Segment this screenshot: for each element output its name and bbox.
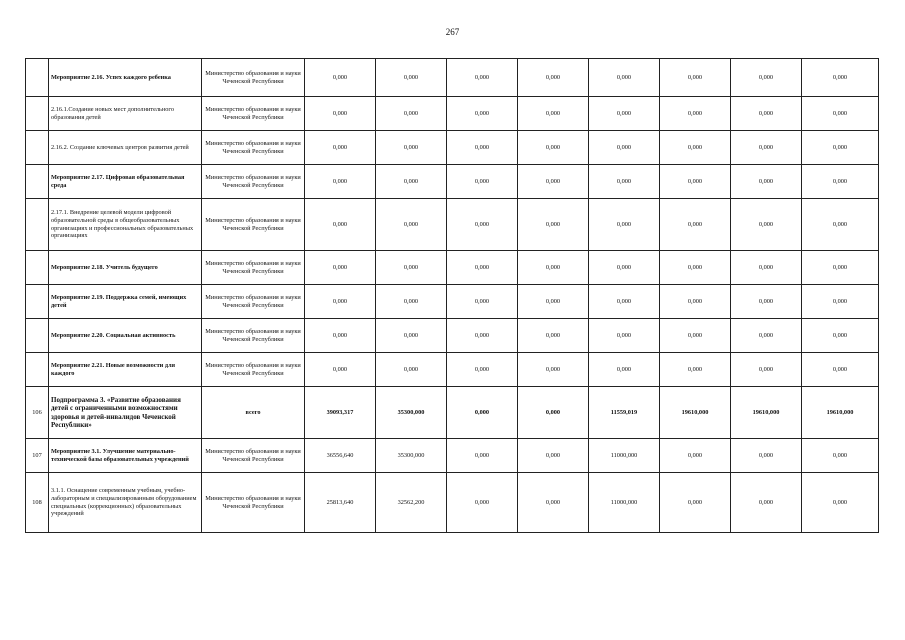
funding-value: 0,000 bbox=[660, 251, 731, 285]
funding-value: 0,000 bbox=[589, 319, 660, 353]
funding-value: 0,000 bbox=[731, 97, 802, 131]
executor: Министерство образования и науки Чеченской Республики bbox=[202, 199, 305, 251]
activity-name: Подпрограмма 3. «Развитие образования детей с ограниченными возможностями здоровья и детей-инвалидов Чеченской Республики» bbox=[49, 387, 202, 439]
funding-value: 0,000 bbox=[447, 353, 518, 387]
funding-value: 0,000 bbox=[518, 165, 589, 199]
funding-value: 0,000 bbox=[376, 131, 447, 165]
funding-value: 35300,000 bbox=[376, 439, 447, 473]
activity-name: 2.16.1.Создание новых мест дополнительного образования детей bbox=[49, 97, 202, 131]
executor: Министерство образования и науки Чеченской Республики bbox=[202, 131, 305, 165]
funding-value: 0,000 bbox=[802, 165, 879, 199]
funding-value: 0,000 bbox=[589, 97, 660, 131]
funding-value: 0,000 bbox=[305, 199, 376, 251]
funding-value: 0,000 bbox=[447, 97, 518, 131]
funding-value: 0,000 bbox=[376, 251, 447, 285]
funding-value: 0,000 bbox=[802, 353, 879, 387]
funding-value: 0,000 bbox=[518, 285, 589, 319]
funding-value: 0,000 bbox=[589, 199, 660, 251]
funding-value: 0,000 bbox=[660, 199, 731, 251]
executor: Министерство образования и науки Чеченской Республики bbox=[202, 473, 305, 533]
funding-value: 0,000 bbox=[447, 387, 518, 439]
funding-value: 0,000 bbox=[731, 251, 802, 285]
funding-value: 0,000 bbox=[802, 251, 879, 285]
executor: Министерство образования и науки Чеченской Республики bbox=[202, 59, 305, 97]
funding-value: 0,000 bbox=[660, 59, 731, 97]
funding-value: 0,000 bbox=[731, 285, 802, 319]
row-number bbox=[26, 319, 49, 353]
funding-value: 0,000 bbox=[376, 199, 447, 251]
funding-value: 0,000 bbox=[731, 59, 802, 97]
funding-value: 0,000 bbox=[376, 353, 447, 387]
activity-name: Мероприятие 2.21. Новые возможности для каждого bbox=[49, 353, 202, 387]
table-row bbox=[26, 199, 879, 251]
funding-value: 0,000 bbox=[660, 165, 731, 199]
row-number: 107 bbox=[26, 439, 49, 473]
funding-value: 0,000 bbox=[376, 59, 447, 97]
funding-value: 0,000 bbox=[447, 473, 518, 533]
table-row bbox=[26, 473, 879, 533]
funding-value: 0,000 bbox=[376, 165, 447, 199]
table-row bbox=[26, 285, 879, 319]
table-row bbox=[26, 251, 879, 285]
funding-value: 11559,019 bbox=[589, 387, 660, 439]
funding-value: 0,000 bbox=[518, 251, 589, 285]
funding-value: 0,000 bbox=[447, 59, 518, 97]
funding-value: 0,000 bbox=[802, 285, 879, 319]
funding-value: 0,000 bbox=[660, 319, 731, 353]
funding-value: 0,000 bbox=[376, 319, 447, 353]
row-number bbox=[26, 285, 49, 319]
executor: Министерство образования и науки Чеченской Республики bbox=[202, 97, 305, 131]
funding-value: 0,000 bbox=[376, 97, 447, 131]
row-number: 106 bbox=[26, 387, 49, 439]
funding-value: 0,000 bbox=[731, 439, 802, 473]
funding-value: 0,000 bbox=[802, 439, 879, 473]
funding-value: 19610,000 bbox=[660, 387, 731, 439]
row-number bbox=[26, 251, 49, 285]
funding-value: 0,000 bbox=[305, 285, 376, 319]
funding-value: 0,000 bbox=[802, 97, 879, 131]
funding-value: 0,000 bbox=[518, 319, 589, 353]
activity-name: Мероприятие 2.16. Успех каждого ребенка bbox=[49, 59, 202, 97]
funding-value: 0,000 bbox=[447, 285, 518, 319]
table-row bbox=[26, 387, 879, 439]
funding-value: 0,000 bbox=[660, 353, 731, 387]
funding-value: 0,000 bbox=[802, 319, 879, 353]
table-row bbox=[26, 97, 879, 131]
funding-value: 0,000 bbox=[731, 199, 802, 251]
funding-value: 0,000 bbox=[518, 439, 589, 473]
funding-value: 0,000 bbox=[731, 353, 802, 387]
funding-value: 0,000 bbox=[518, 199, 589, 251]
page-number: 267 bbox=[445, 27, 460, 37]
funding-value: 0,000 bbox=[518, 387, 589, 439]
executor: Министерство образования и науки Чеченской Республики bbox=[202, 439, 305, 473]
row-number bbox=[26, 165, 49, 199]
activity-name: 2.16.2. Создание ключевых центров развития детей bbox=[49, 131, 202, 165]
funding-value: 0,000 bbox=[589, 165, 660, 199]
funding-value: 0,000 bbox=[660, 439, 731, 473]
funding-value: 0,000 bbox=[731, 319, 802, 353]
funding-value: 0,000 bbox=[447, 439, 518, 473]
funding-value: 0,000 bbox=[518, 473, 589, 533]
funding-value: 0,000 bbox=[731, 165, 802, 199]
row-number bbox=[26, 97, 49, 131]
funding-value: 0,000 bbox=[660, 97, 731, 131]
activity-name: Мероприятие 2.18. Учитель будущего bbox=[49, 251, 202, 285]
funding-value: 0,000 bbox=[660, 473, 731, 533]
funding-value: 25813,640 bbox=[305, 473, 376, 533]
activity-name: Мероприятие 2.20. Социальная активность bbox=[49, 319, 202, 353]
budget-table bbox=[25, 58, 879, 533]
executor: Министерство образования и науки Чеченской Республики bbox=[202, 319, 305, 353]
activity-name: Мероприятие 2.19. Поддержка семей, имеющих детей bbox=[49, 285, 202, 319]
table-row bbox=[26, 165, 879, 199]
funding-value: 32562,200 bbox=[376, 473, 447, 533]
funding-value: 0,000 bbox=[518, 97, 589, 131]
executor: Министерство образования и науки Чеченской Республики bbox=[202, 251, 305, 285]
funding-value: 0,000 bbox=[802, 199, 879, 251]
funding-value: 35300,000 bbox=[376, 387, 447, 439]
funding-value: 0,000 bbox=[447, 251, 518, 285]
funding-value: 0,000 bbox=[305, 131, 376, 165]
table-row bbox=[26, 319, 879, 353]
funding-value: 0,000 bbox=[447, 319, 518, 353]
funding-value: 0,000 bbox=[447, 199, 518, 251]
funding-value: 0,000 bbox=[802, 473, 879, 533]
funding-value: 0,000 bbox=[589, 251, 660, 285]
funding-value: 39093,317 bbox=[305, 387, 376, 439]
funding-value: 11000,000 bbox=[589, 439, 660, 473]
funding-value: 0,000 bbox=[589, 285, 660, 319]
executor: Министерство образования и науки Чеченской Республики bbox=[202, 353, 305, 387]
row-number: 108 bbox=[26, 473, 49, 533]
executor: Министерство образования и науки Чеченской Республики bbox=[202, 285, 305, 319]
funding-value: 0,000 bbox=[589, 59, 660, 97]
funding-value: 19610,000 bbox=[731, 387, 802, 439]
funding-value: 0,000 bbox=[731, 131, 802, 165]
funding-value: 11000,000 bbox=[589, 473, 660, 533]
funding-value: 0,000 bbox=[518, 131, 589, 165]
funding-value: 0,000 bbox=[447, 165, 518, 199]
funding-value: 0,000 bbox=[802, 131, 879, 165]
activity-name: 2.17.1. Внедрение целевой модели цифровой образовательной среды в общеобразовательных организациях и профессиональных образовательных организациях bbox=[49, 199, 202, 251]
funding-value: 0,000 bbox=[589, 131, 660, 165]
funding-value: 0,000 bbox=[660, 285, 731, 319]
funding-value: 0,000 bbox=[305, 59, 376, 97]
funding-value: 0,000 bbox=[731, 473, 802, 533]
row-number bbox=[26, 199, 49, 251]
funding-value: 0,000 bbox=[802, 59, 879, 97]
funding-value: 0,000 bbox=[305, 97, 376, 131]
row-number bbox=[26, 59, 49, 97]
table-row bbox=[26, 59, 879, 97]
table-row bbox=[26, 439, 879, 473]
activity-name: Мероприятие 2.17. Цифровая образовательная среда bbox=[49, 165, 202, 199]
funding-value: 0,000 bbox=[660, 131, 731, 165]
table-row bbox=[26, 131, 879, 165]
row-number bbox=[26, 353, 49, 387]
funding-value: 0,000 bbox=[589, 353, 660, 387]
funding-value: 0,000 bbox=[518, 353, 589, 387]
funding-value: 0,000 bbox=[305, 165, 376, 199]
activity-name: Мероприятие 3.1. Улучшение материально-технической базы образовательных учреждений bbox=[49, 439, 202, 473]
funding-value: 19610,000 bbox=[802, 387, 879, 439]
executor: Министерство образования и науки Чеченской Республики bbox=[202, 165, 305, 199]
funding-value: 0,000 bbox=[305, 251, 376, 285]
activity-name: 3.1.1. Оснащение современным учебным, учебно-лабораторным и специализированным оборудованием специальных (коррекционных) образовательных учреждений bbox=[49, 473, 202, 533]
funding-value: 0,000 bbox=[518, 59, 589, 97]
funding-value: 36556,640 bbox=[305, 439, 376, 473]
funding-value: 0,000 bbox=[305, 319, 376, 353]
funding-value: 0,000 bbox=[305, 353, 376, 387]
funding-value: 0,000 bbox=[376, 285, 447, 319]
row-number bbox=[26, 131, 49, 165]
funding-value: 0,000 bbox=[447, 131, 518, 165]
executor: всего bbox=[202, 387, 305, 439]
table-row bbox=[26, 353, 879, 387]
